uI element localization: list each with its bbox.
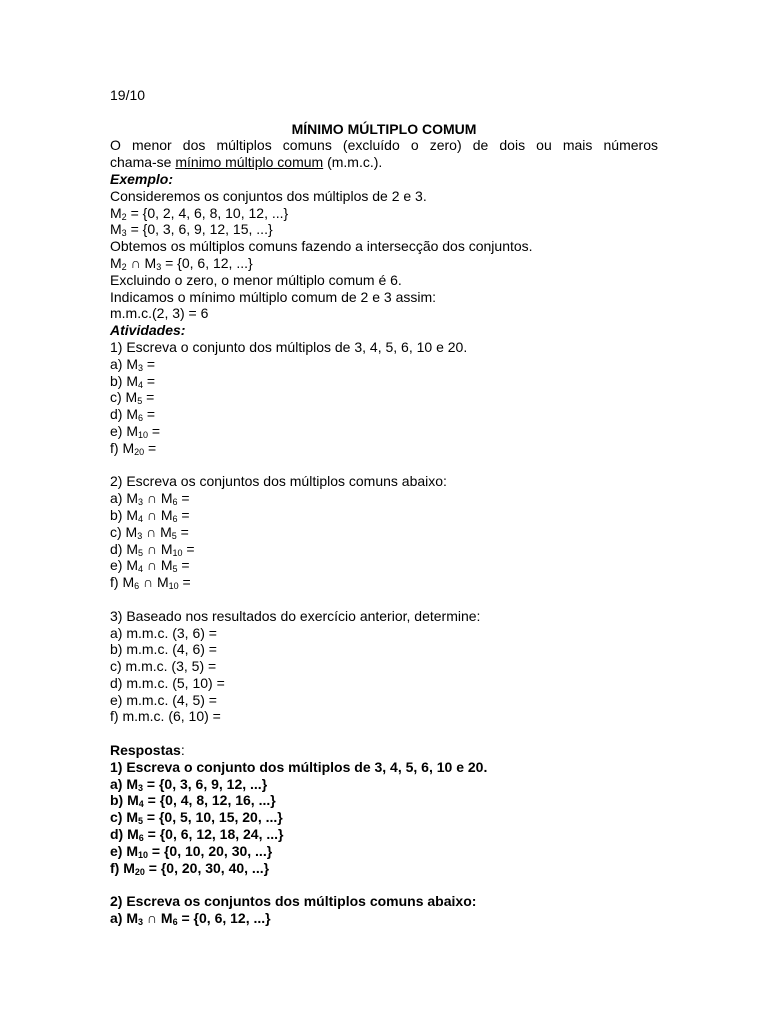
q1-item: d) $M_6$ =: [110, 406, 156, 424]
spacer: [110, 725, 658, 742]
q1-item: c) $M_5$ =: [110, 389, 155, 407]
q2-item: c) $M_3$ ∩ $M_5$ =: [110, 523, 189, 541]
answer-q1-item: b) $M_4 = \{0$, 4, 8, 12, 16, ...}: [110, 792, 276, 810]
q1-item: b) $M_4$ =: [110, 372, 156, 390]
q2-prompt: 2) Escreva os conjuntos dos múltiplos comuns abaixo:: [110, 473, 447, 490]
q1-prompt: 1) Escreva o conjunto dos múltiplos de 3, 4, 5, 6, 10 e 20.: [110, 338, 468, 355]
answer-q2-prompt: 2) Escreva os conjuntos dos múltiplos comuns abaixo:: [110, 893, 477, 910]
example-intro: Consideremos os conjuntos dos múltiplos de 2 e 3.: [110, 187, 427, 204]
spacer: [110, 591, 658, 608]
q3-item: a) m.m.c. (3, 6) =: [110, 624, 217, 641]
q2-item: a) $M_3$ ∩ $M_6$ =: [110, 490, 190, 508]
spacer: [110, 876, 658, 893]
answer-q1-item: a) $M_3 = \{0$, 3, 6, 9, 12, ...}: [110, 775, 268, 793]
answer-q1-item: c) $M_5 = \{0$, 5, 10, 15, 20, ...}: [110, 809, 283, 827]
answers-heading: Respostas:: [110, 742, 185, 759]
q2-item: d) $M_5$ ∩ $M_{10}$ =: [110, 540, 195, 558]
spacer: [110, 457, 658, 474]
q2-item: b) $M_4$ ∩ $M_6$ =: [110, 506, 190, 524]
answer-q1-item: d) $M_6 = \{0$, 6, 12, 18, 24, ...}: [110, 826, 284, 844]
example-intersection-text: Obtemos os múltiplos comuns fazendo a intersecção dos conjuntos.: [110, 238, 533, 255]
example-exclude: Excluindo o zero, o menor múltiplo comum é 6.: [110, 271, 402, 288]
answer-q2-item: a) $M_3$ ∩ $M_6 = \{0$, 6, 12, ...}: [110, 910, 271, 928]
q1-item: f) $M_{20}$ =: [110, 439, 157, 457]
q3-item: e) m.m.c. (4, 5) =: [110, 691, 217, 708]
definition-line-2: [110, 154, 658, 171]
q1-item: e) $M_{10}$ =: [110, 422, 161, 440]
document-page: [110, 87, 658, 927]
example-result: m.m.c.(2, 3) = 6: [110, 305, 209, 322]
answer-q1-item: f) $M_{20} = \{0$, 20, 30, 40, ...}: [110, 859, 270, 877]
definition-term: mínimo múltiplo comum: [175, 154, 324, 171]
answer-q1-item: e) $M_{10} = \{0$, 10, 20, 30, ...}: [110, 842, 273, 860]
q2-item: f) $M_6$ ∩ $M_{10}$ =: [110, 574, 191, 592]
spacer: [110, 104, 658, 121]
example-heading: Exemplo:: [110, 170, 174, 187]
q3-item: d) m.m.c. (5, 10) =: [110, 674, 225, 691]
date: 19/10: [110, 87, 146, 103]
definition-text: chama-se: [110, 154, 176, 171]
example-m3: $M_3 = \{0$, 3, 6, 9, 12, 15, ...}: [110, 221, 273, 239]
answer-q1-prompt: 1) Escreva o conjunto dos múltiplos de 3, 4, 5, 6, 10 e 20.: [110, 758, 488, 775]
q3-item: c) m.m.c. (3, 5) =: [110, 658, 217, 675]
example-indicate: Indicamos o mínimo múltiplo comum de 2 e 3 assim:: [110, 288, 437, 305]
q1-item: a) $M_3$ =: [110, 355, 156, 373]
q2-item: e) $M_4$ ∩ $M_5$ =: [110, 557, 190, 575]
activities-heading: Atividades:: [110, 322, 186, 339]
example-intersection: $M_2$ ∩ $M_3 = \{0$, 6, 12, ...}: [110, 254, 253, 272]
definition-text: (m.m.c.).: [323, 154, 383, 171]
q3-item: b) m.m.c. (4, 6) =: [110, 641, 217, 658]
page-title: MÍNIMO MÚLTIPLO COMUM: [291, 120, 477, 137]
q3-prompt: 3) Baseado nos resultados do exercício anterior, determine:: [110, 607, 481, 624]
example-m2: $M_2 = \{0$, 2, 4, 6, 8, 10, 12, ...}: [110, 204, 289, 222]
q3-item: f) m.m.c. (6, 10) =: [110, 708, 221, 725]
definition-line-1: O menor dos múltiplos comuns (excluído o zero) de dois ou mais números: [110, 137, 658, 154]
